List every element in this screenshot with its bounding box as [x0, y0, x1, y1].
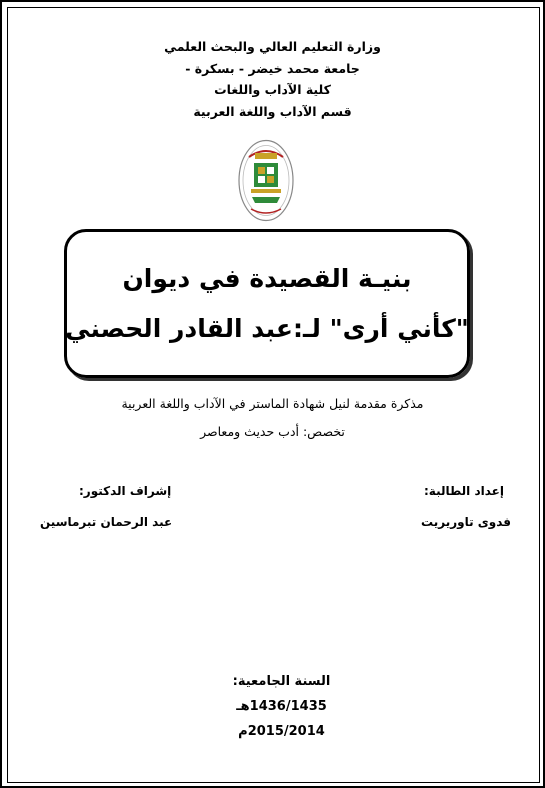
thesis-title-box: [64, 229, 470, 378]
thesis-title-line-1: بنيـة القصيدة في ديوان: [122, 263, 412, 293]
thesis-specialty: تخصص: أدب حديث ومعاصر: [200, 424, 345, 439]
university-name: جامعة محمد خيضر - بسكرة -: [185, 60, 360, 76]
faculty-name: كلية الآداب واللغات: [214, 82, 331, 97]
thesis-title-line-2: "كأني أرى" لـ:عبد القادر الحصني: [65, 313, 469, 343]
student-label: إعداد الطالبة:: [424, 484, 504, 498]
academic-year-hijri: 1436/1435هـ: [236, 699, 327, 714]
supervisor-label: إشراف الدكتور:: [79, 484, 172, 498]
supervisor-name: عبد الرحمان تبرماسين: [40, 515, 173, 529]
academic-year-gregorian: 2015/2014م: [238, 724, 325, 739]
academic-year-block: [0, 669, 545, 744]
student-name: فدوى تاوريريت: [421, 515, 511, 529]
department-name: قسم الآداب واللغة العربية: [193, 103, 352, 119]
institution-header: [0, 36, 545, 122]
university-seal-icon: [237, 139, 295, 222]
ministry-name: وزارة التعليم العالي والبحث العلمي: [164, 39, 381, 54]
academic-year-label: السنة الجامعية:: [232, 674, 331, 689]
inner-frame: [7, 7, 540, 783]
thesis-purpose: مذكرة مقدمة لنيل شهادة الماستر في الآداب واللغة العربية: [121, 396, 424, 411]
